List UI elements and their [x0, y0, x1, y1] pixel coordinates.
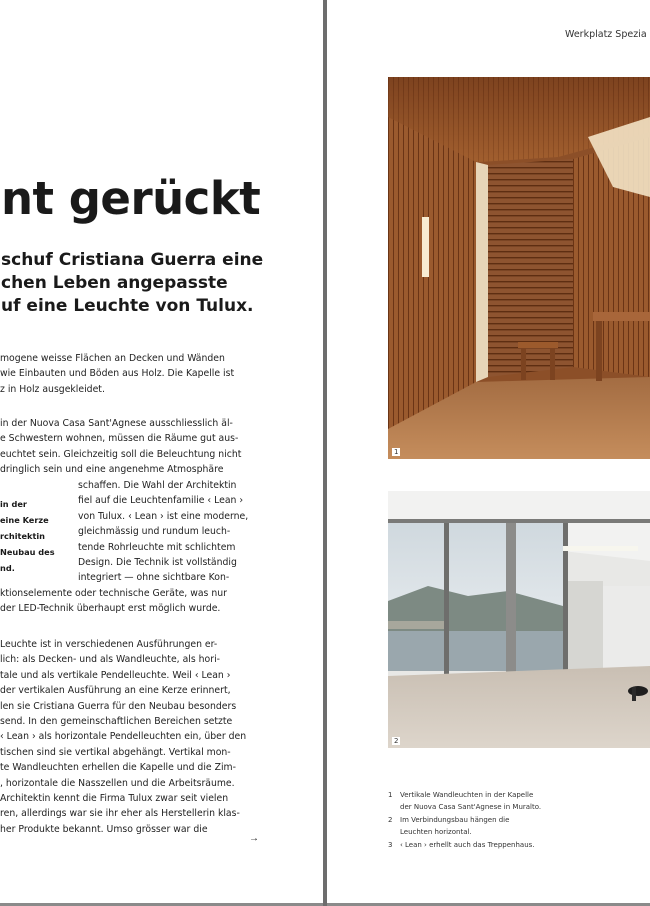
- body-paragraph-2-end: [0, 586, 322, 617]
- body-paragraph-1: [0, 351, 322, 397]
- left-page: [0, 0, 323, 903]
- body-paragraph-3: [0, 637, 322, 837]
- body-line: Design. Die Technik ist vollständig: [78, 557, 237, 569]
- article-headline: nt gerückt: [1, 172, 261, 225]
- caption-text: der Nuova Casa Sant'Agnese in Muralto.: [400, 803, 542, 812]
- body-line: mogene weisse Flächen an Decken und Wänden: [0, 353, 225, 364]
- article-lead: [1, 249, 319, 318]
- photo-connecting-building: [388, 491, 650, 748]
- body-line: euchtet sein. Gleichzeitig soll die Beleuchtung nicht: [0, 448, 242, 460]
- body-line: len sie Cristiana Guerra für den Neubau besonders: [0, 700, 237, 712]
- body-line: wie Einbauten und Böden aus Holz. Die Kapelle ist: [0, 368, 235, 380]
- photo-number: 1: [394, 448, 399, 456]
- caption-item: [388, 801, 648, 813]
- body-line: lich: als Decken- und als Wandleuchte, als hori-: [0, 654, 221, 666]
- photo-number: 2: [394, 737, 399, 745]
- lead-line: schuf Cristiana Guerra eine: [1, 250, 264, 270]
- body-line: der LED-Technik überhaupt erst möglich wurde.: [0, 603, 221, 615]
- caption-number: 1: [388, 791, 393, 799]
- right-page: [327, 0, 650, 903]
- body-line: dringlich sein und eine angenehme Atmosphäre: [0, 464, 224, 476]
- photo-captions: [388, 789, 648, 851]
- pull-quote: [0, 496, 70, 576]
- body-line: tischen sind sie vertikal abgehängt. Vertikal mon-: [0, 746, 231, 758]
- chapel-illustration: [388, 77, 650, 459]
- connecting-building-illustration: [388, 491, 650, 748]
- body-line: der vertikalen Ausführung an eine Kerze erinnert,: [0, 685, 231, 697]
- body-line: tende Rohrleuchte mit schlichtem: [78, 541, 236, 553]
- body-line: Leuchte ist in verschiedenen Ausführungen er-: [0, 639, 218, 650]
- body-line: schaffen. Die Wahl der Architektin: [78, 480, 237, 491]
- body-line: Architektin kennt die Firma Tulux zwar seit vielen: [0, 793, 229, 805]
- body-line: her Produkte bekannt. Umso grösser war die: [0, 823, 208, 835]
- body-line: send. In den gemeinschaftlichen Bereichen setzte: [0, 716, 233, 728]
- caption-item: [388, 789, 648, 801]
- continue-arrow-icon: →: [249, 833, 259, 844]
- pull-quote-line: Neubau des: [0, 547, 55, 557]
- caption-item: [388, 839, 648, 851]
- body-line: ren, allerdings war sie ihr eher als Herstellerin klas-: [0, 808, 240, 820]
- pull-quote-line: nd.: [0, 563, 15, 573]
- caption-text: Vertikale Wandleuchten in der Kapelle: [400, 791, 534, 799]
- caption-number: 3: [388, 840, 393, 849]
- body-line: e Schwestern wohnen, müssen die Räume gut aus-: [0, 433, 239, 445]
- pull-quote-line: eine Kerze: [0, 515, 49, 525]
- body-line: ‹ Lean › als horizontale Pendelleuchten ein, über den: [0, 731, 247, 743]
- body-line: ktionselemente oder technische Geräte, was nur: [0, 588, 227, 599]
- body-line: fiel auf die Leuchtenfamilie ‹ Lean ›: [78, 495, 244, 507]
- body-line: von Tulux. ‹ Lean › ist eine moderne,: [78, 510, 249, 522]
- lead-line: chen Leben angepasste: [1, 273, 228, 293]
- caption-text: Leuchten horizontal.: [400, 828, 472, 837]
- photo-chapel: [388, 77, 650, 459]
- body-line: z in Holz ausgekleidet.: [0, 383, 105, 395]
- body-line: integriert — ohne sichtbare Kon-: [78, 572, 230, 584]
- pull-quote-line: rchitektin: [0, 531, 45, 541]
- caption-text: ‹ Lean › erhellt auch das Treppenhaus.: [400, 840, 535, 849]
- body-line: tale und als vertikale Pendelleuchte. Weil ‹ Lean ›: [0, 669, 231, 681]
- body-paragraph-2: [0, 416, 322, 478]
- body-line: te Wandleuchten erhellen die Kapelle und die Zim-: [0, 762, 236, 774]
- caption-item: [388, 814, 648, 826]
- body-line: , horizontale die Nasszellen und die Arbeitsräume.: [0, 777, 235, 789]
- lead-line: uf eine Leuchte von Tulux.: [1, 296, 254, 316]
- body-line: gleichmässig und rundum leuch-: [78, 526, 231, 538]
- body-line: in der Nuova Casa Sant'Agnese ausschliesslich äl-: [0, 418, 233, 429]
- caption-item: [388, 826, 648, 838]
- caption-text: Im Verbindungsbau hängen die: [400, 815, 510, 824]
- caption-number: 2: [388, 815, 393, 824]
- pull-quote-line: in der: [0, 499, 27, 509]
- running-head: Werkplatz Spezia: [565, 29, 647, 40]
